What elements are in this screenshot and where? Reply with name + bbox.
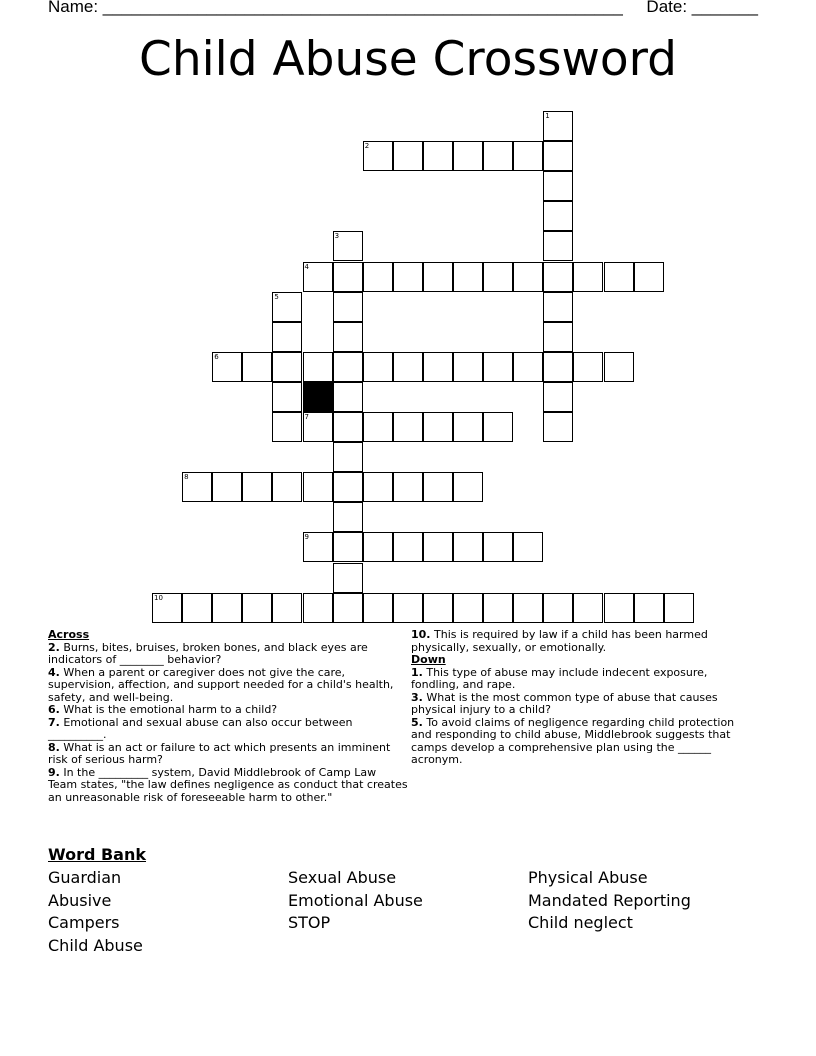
crossword-cell[interactable] <box>363 532 393 562</box>
clue-number: 6 <box>214 352 219 361</box>
crossword-cell[interactable] <box>333 382 363 412</box>
word-bank-item: Guardian <box>48 868 122 887</box>
crossword-cell[interactable] <box>212 593 242 623</box>
clue-number: 5 <box>274 292 279 301</box>
crossword-cell[interactable] <box>573 593 603 623</box>
word-bank-item: Child neglect <box>528 913 633 932</box>
crossword-cell[interactable] <box>272 322 302 352</box>
clue-number: 9 <box>304 533 309 542</box>
clue-number: 7 <box>304 413 309 421</box>
clue-across-8: 8. What is an act or failure to act which presents an imminent risk of serious harm? <box>48 740 391 766</box>
crossword-cell[interactable] <box>272 382 302 412</box>
crossword-cell[interactable] <box>363 352 393 382</box>
crossword-cell[interactable] <box>393 262 423 292</box>
crossword-cell[interactable] <box>604 593 634 623</box>
crossword-cell[interactable] <box>423 141 453 171</box>
crossword-cell[interactable] <box>423 352 453 382</box>
clue-number: 3 <box>334 232 340 241</box>
crossword-cell[interactable] <box>333 292 363 322</box>
crossword-cell[interactable] <box>393 141 423 171</box>
clue-number: 1 <box>545 112 550 120</box>
crossword-cell[interactable] <box>453 141 483 171</box>
clue-number: 8 <box>184 473 189 482</box>
crossword-cell[interactable] <box>272 352 302 382</box>
crossword-cell[interactable] <box>513 593 543 623</box>
crossword-cell[interactable] <box>363 472 393 502</box>
clue-across-7: 7. Emotional and sexual abuse can also occur between __________. <box>48 715 353 741</box>
crossword-cell[interactable] <box>543 292 573 322</box>
crossword-cell[interactable] <box>543 141 573 171</box>
crossword-cell[interactable] <box>543 171 573 201</box>
crossword-cell[interactable] <box>423 593 453 623</box>
word-bank-item: Mandated Reporting <box>528 890 691 910</box>
crossword-cell[interactable] <box>303 593 333 623</box>
word-bank-item: Campers <box>48 913 120 932</box>
crossword-cell[interactable] <box>634 262 664 292</box>
crossword-cell[interactable] <box>513 352 543 382</box>
crossword-cell[interactable] <box>604 262 634 292</box>
crossword-cell[interactable] <box>363 412 393 442</box>
crossword-cell[interactable] <box>483 352 513 382</box>
crossword-cell[interactable] <box>543 382 573 412</box>
crossword-cell[interactable] <box>333 352 363 382</box>
clue-number: 4 <box>304 262 309 271</box>
crossword-cell[interactable] <box>543 412 573 442</box>
crossword-cell[interactable] <box>303 472 333 502</box>
crossword-cell[interactable] <box>543 322 573 352</box>
crossword-cell[interactable] <box>333 502 363 532</box>
crossword-cell[interactable] <box>453 532 483 562</box>
crossword-cell[interactable] <box>333 593 363 623</box>
crossword-cell[interactable] <box>303 352 333 382</box>
crossword-cell[interactable] <box>543 201 573 231</box>
crossword-cell[interactable] <box>543 231 573 261</box>
crossword-cell[interactable] <box>423 262 453 292</box>
crossword-cell[interactable] <box>543 352 573 382</box>
crossword-cell[interactable] <box>664 593 694 623</box>
crossword-cell[interactable] <box>543 262 573 292</box>
word-bank-item: Child Abuse <box>48 935 143 955</box>
clue-across-4: 4. When a parent or caregiver does not give the care, supervision, affection, and support needed for a child's health, safety, and well-being. <box>48 665 394 704</box>
crossword-cell[interactable] <box>393 472 423 502</box>
clues-right-column <box>411 629 756 767</box>
crossword-cell[interactable] <box>573 352 603 382</box>
crossword-cell[interactable] <box>423 412 453 442</box>
crossword-cell[interactable] <box>333 262 363 292</box>
word-bank-item: Physical Abuse <box>528 868 648 887</box>
crossword-cell[interactable] <box>212 472 242 502</box>
crossword-cell[interactable] <box>513 532 543 562</box>
crossword-cell[interactable] <box>333 472 363 502</box>
crossword-cell[interactable] <box>333 442 363 472</box>
word-bank-item: Abusive <box>48 890 112 910</box>
name-date-line: Name: _______________________________________________________ Date: _______ <box>48 0 758 16</box>
clue-number: 10 <box>154 593 163 602</box>
crossword-cell[interactable] <box>453 262 483 292</box>
crossword-cell[interactable] <box>513 141 543 171</box>
crossword-cell[interactable] <box>604 352 634 382</box>
clue-across-2: 2. Burns, bites, bruises, broken bones, and black eyes are indicators of ________ behavior? <box>48 640 368 666</box>
word-bank-item: Emotional Abuse <box>288 890 423 910</box>
crossword-cell[interactable] <box>543 593 573 623</box>
crossword-cell[interactable] <box>634 593 664 623</box>
crossword-cell[interactable] <box>483 412 513 442</box>
crossword-cell[interactable] <box>363 593 393 623</box>
down-heading: Down <box>411 653 446 666</box>
word-bank-item: STOP <box>288 913 331 932</box>
crossword-cell[interactable] <box>363 262 393 292</box>
crossword-cell[interactable] <box>483 593 513 623</box>
clue-down-1: 1. This type of abuse may include indecent exposure, fondling, and rape. <box>411 665 708 691</box>
crossword-cell[interactable] <box>272 472 302 502</box>
crossword-cell[interactable] <box>393 532 423 562</box>
crossword-cell[interactable] <box>483 141 513 171</box>
crossword-cell[interactable] <box>333 563 363 593</box>
word-bank-title: Word Bank <box>48 845 147 864</box>
crossword-black-cell <box>303 382 333 412</box>
crossword-cell[interactable] <box>513 262 543 292</box>
crossword-cell[interactable] <box>333 532 363 562</box>
page-title: Child Abuse Crossword <box>139 32 677 87</box>
clue-number: 2 <box>364 142 370 151</box>
crossword-cell[interactable] <box>423 532 453 562</box>
crossword-cell[interactable] <box>573 262 603 292</box>
crossword-cell[interactable] <box>393 352 423 382</box>
crossword-cell[interactable] <box>393 412 423 442</box>
crossword-cell[interactable] <box>333 412 363 442</box>
crossword-cell[interactable] <box>423 472 453 502</box>
crossword-cell[interactable] <box>242 352 272 382</box>
clue-across-6: 6. What is the emotional harm to a child? <box>48 703 278 716</box>
across-heading: Across <box>48 628 90 641</box>
crossword-cell[interactable] <box>393 593 423 623</box>
crossword-cell[interactable] <box>182 593 212 623</box>
crossword-cell[interactable] <box>453 412 483 442</box>
crossword-cell[interactable] <box>242 472 272 502</box>
crossword-cell[interactable] <box>483 262 513 292</box>
crossword-cell[interactable] <box>453 472 483 502</box>
crossword-cell[interactable] <box>483 532 513 562</box>
clue-down-5: 5. To avoid claims of negligence regarding child protection and responding to child abuse, Middlebrook suggests that camps develop a comprehensive plan using the ______ acronym. <box>411 715 735 766</box>
crossword-cell[interactable] <box>453 352 483 382</box>
crossword-cell[interactable] <box>272 412 302 442</box>
clues-left-column <box>48 629 408 804</box>
clue-across-10: 10. This is required by law if a child has been harmed physically, sexually, or emotionally. <box>411 628 708 654</box>
crossword-cell[interactable] <box>242 593 272 623</box>
clue-down-3: 3. What is the most common type of abuse that causes physical injury to a child? <box>411 690 718 716</box>
clue-across-9: 9. In the _________ system, David Middlebrook of Camp Law Team states, "the law defines negligence as conduct that creates an unreasonable risk of foreseeable harm to other." <box>48 765 408 804</box>
word-bank-item: Sexual Abuse <box>288 868 397 887</box>
crossword-cell[interactable] <box>453 593 483 623</box>
word-bank <box>48 867 768 957</box>
crossword-cell[interactable] <box>272 593 302 623</box>
crossword-cell[interactable] <box>333 322 363 352</box>
